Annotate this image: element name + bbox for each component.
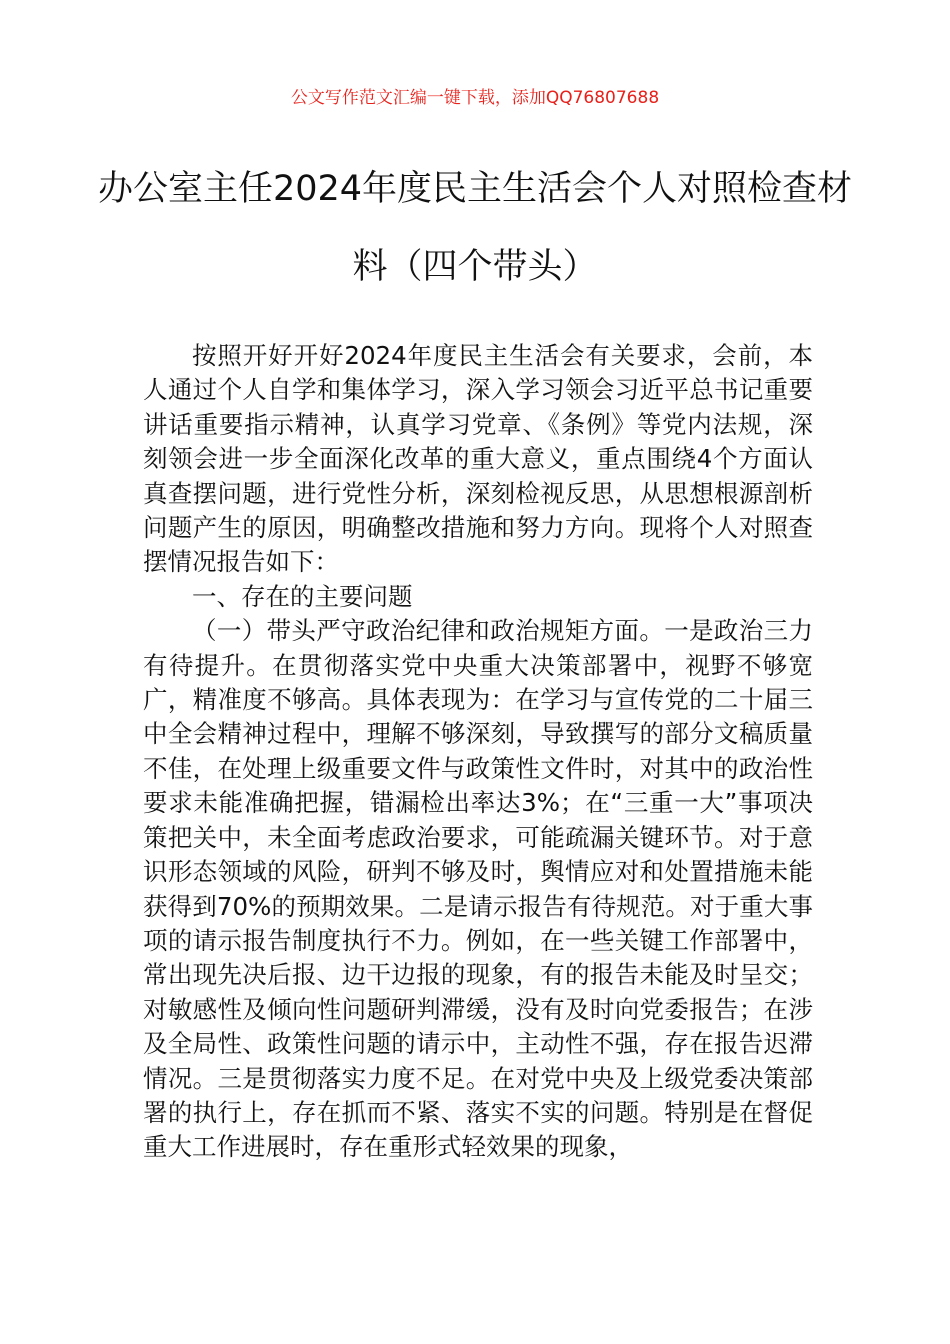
body-paragraph: （一）带头严守政治纪律和政治规矩方面。一是政治三力有待提升。在贯彻落实党中央重大决策部署中，视野不够宽广，精准度不够高。具体表现为：在学习与宣传党的二十届三中全会精神过程中，理解不够深刻，导致撰写的部分文稿质量不佳，在处理上级重要文件与政策性文件时，对其中的政治性要求未能准确把握，错漏检出率达3%；在“三重一大”事项决策把关中，未全面考虑政治要求，可能疏漏关键环节。对于意识形态领域的风险，研判不够及时，舆情应对和处置措施未能获得到70%的预期效果。二是请示报告有待规范。对于重大事项的请示报告制度执行不力。例如，在一些关键工作部署中，常出现先决后报、边干边报的现象，有的报告未能及时呈交；对敏感性及倾向性问题研判滞缓，没有及时向党委报告；在涉及全局性、政策性问题的请示中，主动性不强，存在报告迟滞情况。三是贯彻落实力度不足。在对党中央及上级党委决策部署的执行上，存在抓而不紧、落实不实的问题。特别是在督促重大工作进展时，存在重形式轻效果的现象， <box>143 616 813 1162</box>
intro-paragraph: 按照开好开好2024年度民主生活会有关要求，会前，本人通过个人自学和集体学习，深入学习领会习近平总书记重要讲话重要指示精神，认真学习党章、《条例》等党内法规，深刻领会进一步全面深化改革的重大意义，重点围绕4个方面认真查摆问题，进行党性分析，深刻检视反思，从思想根源剖析问题产生的原因，明确整改措施和努力方向。现将个人对照查摆情况报告如下： <box>143 341 813 577</box>
document-title: 办公室主任2024年度民主生活会个人对照检查材料（四个带头） <box>97 169 853 287</box>
download-banner: 公文写作范文汇编一键下载，添加QQ76807688 <box>290 88 660 108</box>
section-heading: 一、存在的主要问题 <box>192 581 413 611</box>
document-body <box>143 339 813 1165</box>
